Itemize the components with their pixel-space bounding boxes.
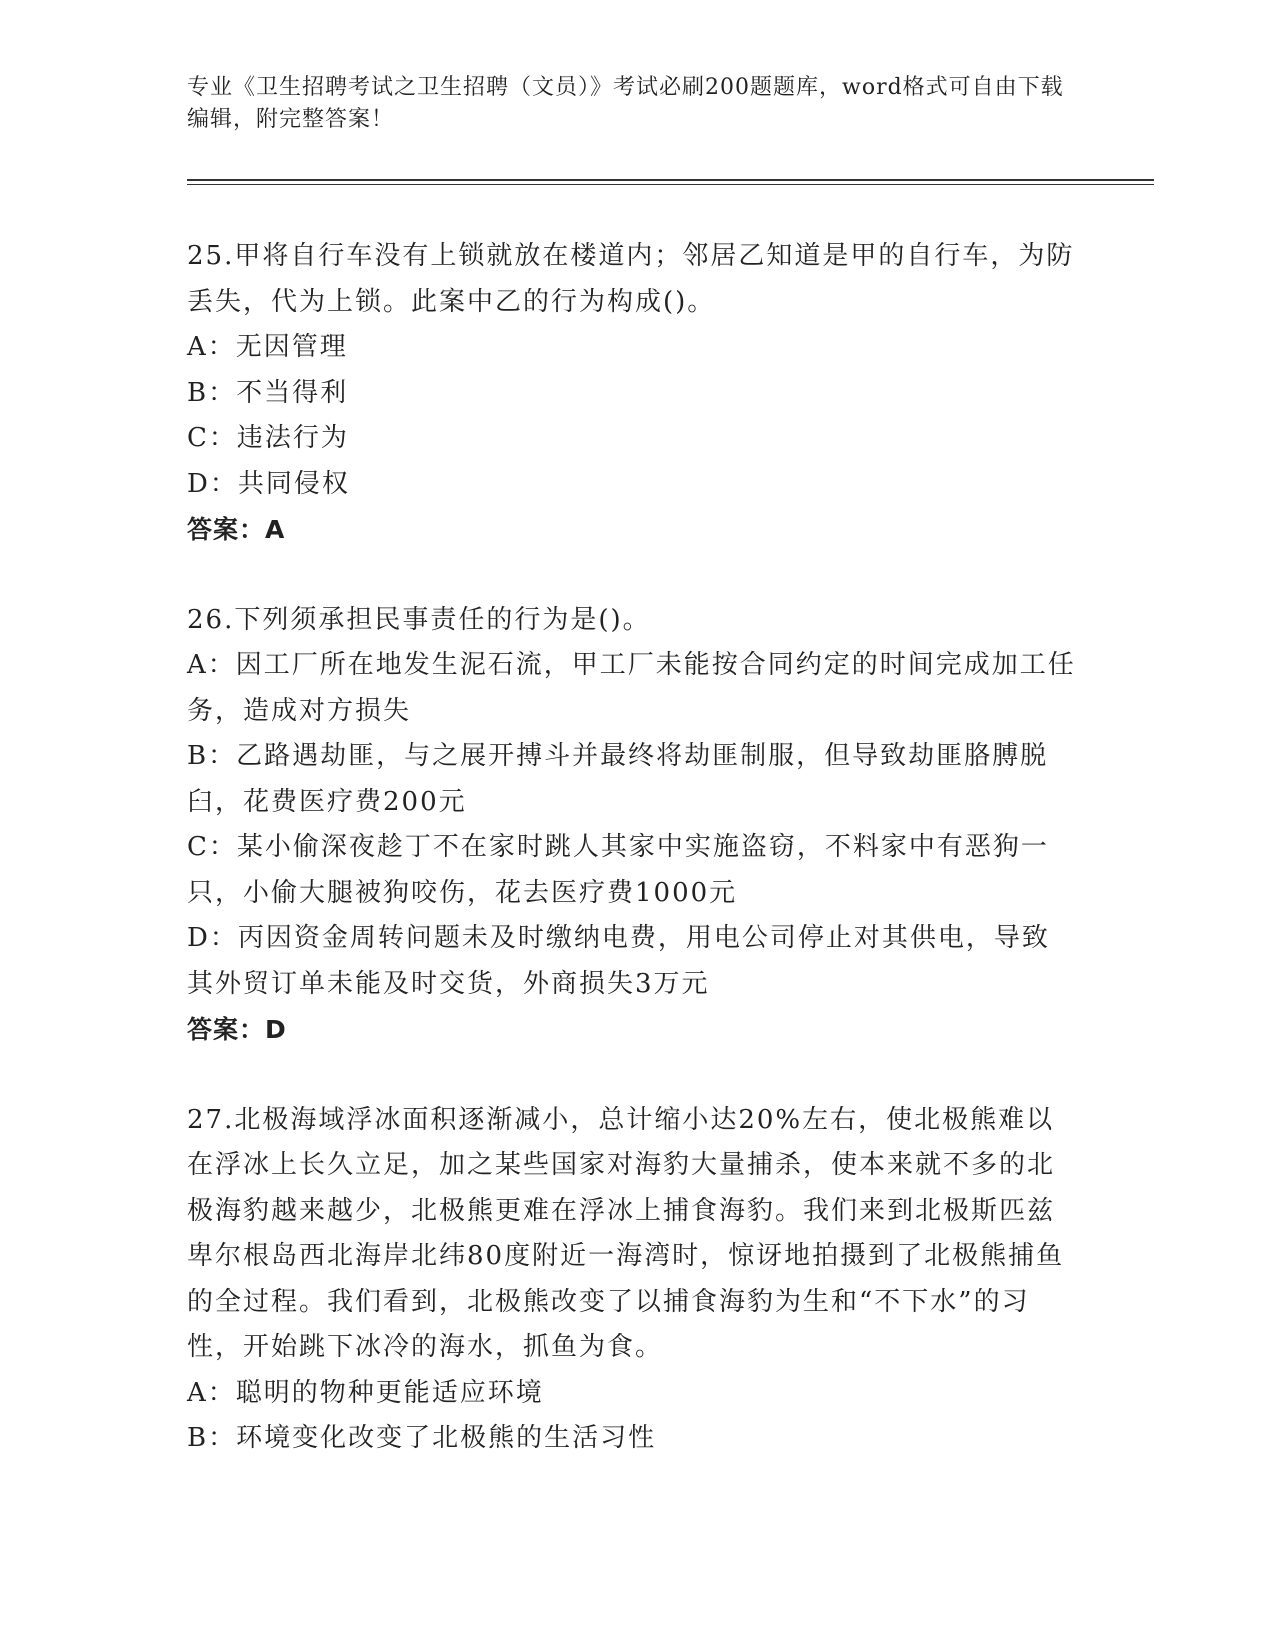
option-c: C：某小偷深夜趁丁不在家时跳人其家中实施盗窃，不料家中有恶狗一只，小偷大腿被狗咬伤，花去医疗费1000元: [187, 832, 1049, 908]
answer-line: 答案：A: [187, 515, 286, 544]
answer-line: 答案：D: [187, 1015, 287, 1044]
question-27: [187, 1098, 1077, 1462]
option-d: D：共同侵权: [187, 468, 350, 499]
option-a: A：因工厂所在地发生泥石流，甲工厂未能按合同约定的时间完成加工任务，造成对方损失: [187, 650, 1076, 726]
header-divider-thin: [187, 184, 1154, 185]
question-list: [187, 234, 1077, 1507]
option-b: B：不当得利: [187, 377, 349, 408]
option-d: D：丙因资金周转问题未及时缴纳电费，用电公司停止对其供电，导致其外贸订单未能及时交货，外商损失3万元: [187, 923, 1050, 999]
question-stem: 26.下列须承担民事责任的行为是()。: [187, 604, 651, 635]
question-stem: 27.北极海域浮冰面积逐渐减小，总计缩小达20%左右，使北极熊难以在浮冰上长久立足，加之某些国家对海豹大量捕杀，使本来就不多的北极海豹越来越少，北极熊更难在浮冰上捕食海豹。我们来到北极斯匹兹卑尔根岛西北海岸北纬80度附近一海湾时，惊讶地拍摄到了北极熊捕鱼的全过程。我们看到，北极熊改变了以捕食海豹为生和“不下水”的习性，开始跳下冰冷的海水，抓鱼为食。: [187, 1104, 1065, 1362]
option-b: B：环境变化改变了北极熊的生活习性: [187, 1423, 657, 1453]
header-divider-thick: [187, 179, 1154, 181]
question-25: [187, 234, 1077, 553]
document-header: 专业《卫生招聘考试之卫生招聘（文员）》考试必刷200题题库，word格式可自由下载编辑，附完整答案！: [187, 75, 1064, 132]
option-a: A：聪明的物种更能适应环境: [187, 1377, 544, 1408]
option-b: B：乙路遇劫匪，与之展开搏斗并最终将劫匪制服，但导致劫匪胳膊脱臼，花费医疗费200元: [187, 741, 1049, 817]
option-c: C：违法行为: [187, 423, 349, 453]
question-stem: 25.甲将自行车没有上锁就放在楼道内；邻居乙知道是甲的自行车，为防丢失，代为上锁。此案中乙的行为构成()。: [187, 241, 1075, 317]
question-26: [187, 598, 1077, 1053]
option-a: A：无因管理: [187, 332, 348, 362]
